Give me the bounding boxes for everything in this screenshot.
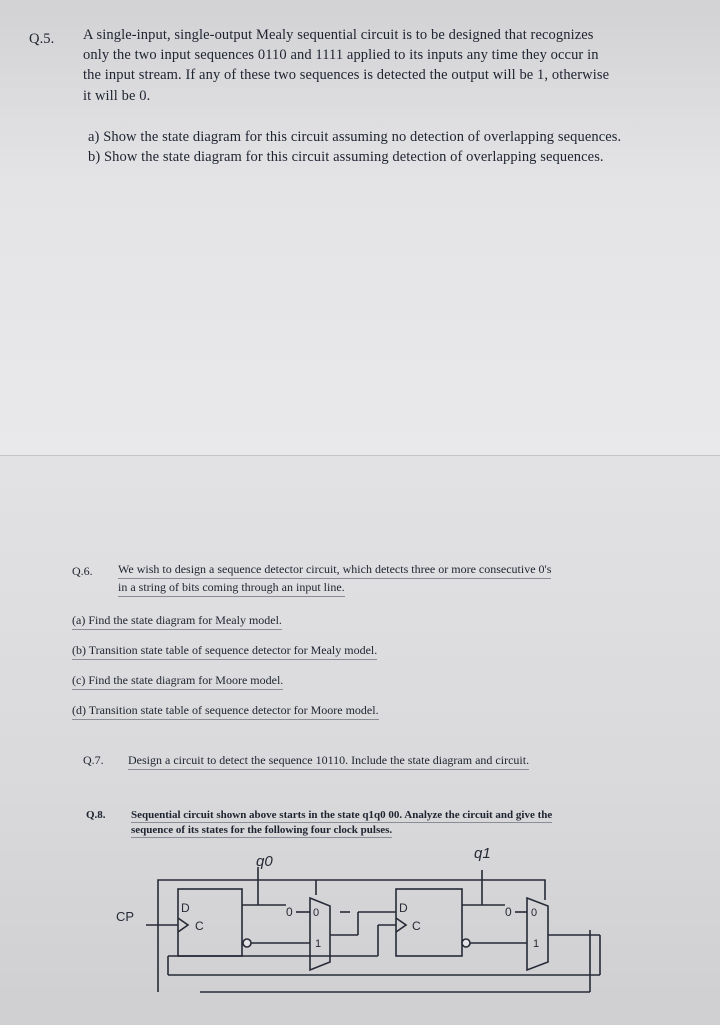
q5-part-a: a) Show the state diagram for this circuit assuming no detection of overlapping sequences. xyxy=(88,129,622,145)
q8-line-1: Sequential circuit shown above starts in the state q1q0 00. Analyze the circuit and give the xyxy=(131,809,553,821)
ff1-c-label: C xyxy=(412,919,421,933)
q6-part-a: (a) Find the state diagram for Mealy model. xyxy=(72,613,282,630)
mux0-in0-label: 0 xyxy=(313,907,320,919)
cp-label: CP xyxy=(116,909,135,924)
flip-flop-0 xyxy=(178,889,242,956)
ff1-d-label: D xyxy=(399,901,408,915)
q1-label: q1 xyxy=(474,845,491,862)
q7-number: Q.7. xyxy=(83,753,104,767)
q5-line-2: only the two input sequences 0110 and 1111 applied to its inputs any time they occur in xyxy=(83,47,599,63)
ff0-d-label: D xyxy=(181,901,190,915)
mux1-in0-label: 0 xyxy=(531,907,538,919)
mux0-in1-label: 1 xyxy=(315,938,322,950)
q5-part-b: b) Show the state diagram for this circuit assuming detection of overlapping sequences. xyxy=(88,149,604,165)
q6-line-1: We wish to design a sequence detector circuit, which detects three or more consecutive 0's xyxy=(118,562,551,579)
mux0-const-label: 0 xyxy=(286,905,293,919)
q5-line-3: the input stream. If any of these two sequences is detected the output will be 1, otherwise xyxy=(83,67,610,83)
mux1-in1-label: 1 xyxy=(533,938,540,950)
flip-flop-1 xyxy=(396,889,462,956)
q0-label: q0 xyxy=(256,853,273,870)
q8-line-2: sequence of its states for the following four clock pulses. xyxy=(131,824,393,836)
q6-part-c: (c) Find the state diagram for Moore model. xyxy=(72,673,283,690)
q6-number: Q.6. xyxy=(72,564,93,578)
q7-text: Design a circuit to detect the sequence 10110. Include the state diagram and circuit. xyxy=(128,753,529,770)
ff0-c-label: C xyxy=(195,919,204,933)
q6-part-d: (d) Transition state table of sequence detector for Moore model. xyxy=(72,703,379,720)
mux1-const-label: 0 xyxy=(505,905,512,919)
q8-number: Q.8. xyxy=(86,809,106,821)
q6-line-2: in a string of bits coming through an input line. xyxy=(118,580,345,597)
q5-number: Q.5. xyxy=(29,31,55,47)
q6-part-b: (b) Transition state table of sequence detector for Mealy model. xyxy=(72,643,377,660)
q5-line-1: A single-input, single-output Mealy sequential circuit is to be designed that recognizes xyxy=(83,27,594,43)
q5-line-4: it will be 0. xyxy=(83,88,151,104)
